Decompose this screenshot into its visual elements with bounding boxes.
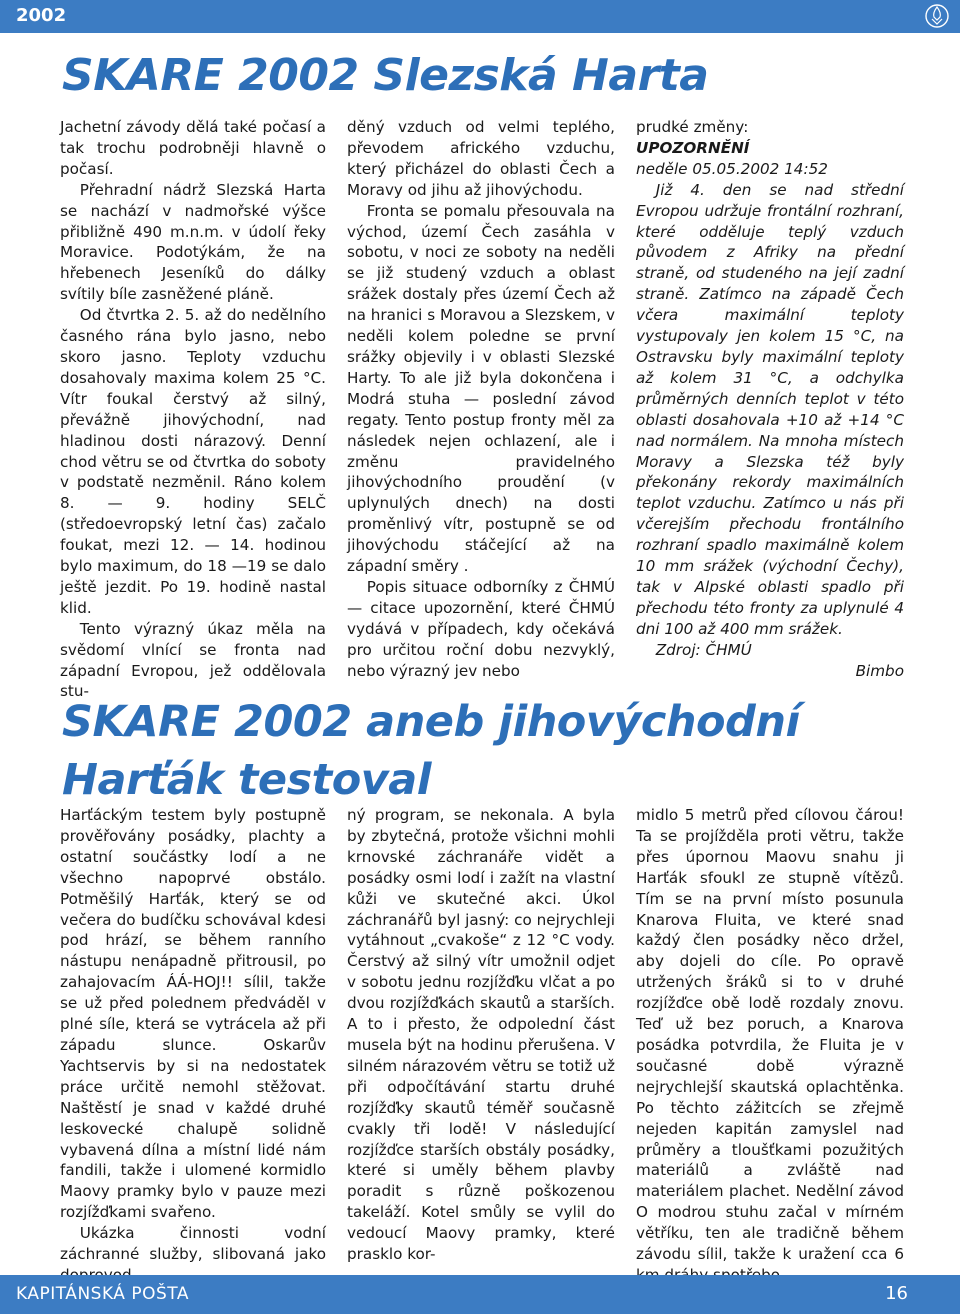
article-title-2: SKARE 2002 aneb jihovýchodní Harťák testoval: [62, 697, 800, 805]
paragraph: Ukázka činnosti vodní záchranné služby, slibovaná jako: [60, 1224, 326, 1264]
paragraph: Popis situace odborníky z ČHMÚ — citace upozornění, které ČHMÚ vydává v případech, kdy očekává pro určitou roční dobu nezvyklý, nebo výrazný jev nebo: [347, 577, 615, 680]
warning-label: UPOZORNĚNÍ: [636, 138, 750, 157]
paragraph: midlo 5 metrů před cílovou čárou! Ta se projížděla proti větru, takže přes úpornou Maovu snahu ji Harťák sfoukl ze stupně vítězů. Tím se na první místo posunula Knarova Fluita, ve které snad každý člen posádky něco držel, aby dojeli do cíle. Po opravě utržených šráků si to v druhé rozjížďce obě lodě rozdaly znovu. Teď už bez poruch, a Knarova posádka potvrdila, že Fluita je v současné době výrazně nejrychlejší skautská oplachtěnka. Po těchto zážitcích se zřejmě nejeden kapitán zamyslel nad průměry a tloušťkami pozužitých materiálů a zvláště nad materiálem plachet. Nedělní závod O modrou stuhu začal v mírném větříku, ten ale tradičně během závodu sílil, takže k uražení cca 6: [636, 806, 904, 1264]
paragraph: Harťáckým testem byly postupně prověřovány posádky, plachty a ostatní součástky lodí a ne všechno napoprvé obstálo. Potměšilý Harťák, který se od večera do budíčku schovával kdesi pod hrází, se během ranního nástupu nenápadně přitrousil, po zahajovacím ÁÁ-HOJ!! sílil, takže se už před polednem předváděl v plné síle, která se vytrácela až při západu slunce. Oskarův Yachtservis by si na nedostatek práce určitě nemohl stěžovat. Naštěstí je snad v každé druhé leskovecké chalupě solidně vybavená dílna a místní lidé nám fandili, takže i ulomené kormidlo Maovy pramky bylo v pauze mezi rozjížďkami svařeno.: [60, 806, 326, 1222]
issue-year: 2002: [16, 5, 67, 26]
paragraph: Jachetní závody dělá také počasí a tak trochu podrobněji hlavně o počasí.: [60, 118, 326, 178]
author-signature: Bimbo: [855, 661, 904, 680]
page-number: 16: [885, 1283, 908, 1304]
article1-column-3: [636, 117, 904, 681]
footer-banner: [0, 1275, 960, 1314]
article1-column-2: [347, 117, 615, 681]
article2-column-2: [347, 805, 615, 1265]
paragraph: Od čtvrtka 2. 5. až do nedělního časného rána bylo jasno, nebo skoro jasno. Teploty vzduchu dosahovaly maxima kolem 25 °C. Vítr foukal čerstvý až silný, převážně jihovýchodní, nad hladinou dosti nárazový. Denní chod větru se od čtvrtka do soboty v podstatě nezměnil. Ráno kolem 8. — 9. hodiny SELČ (středoevropský letní čas) začalo foukat, mezi 12. — 14. hodinou bylo maximum, do 18 —19 se dalo ještě jezdit. Po 19. hodině nastal klid.: [60, 306, 326, 617]
scout-emblem-icon: [924, 3, 950, 29]
source-credit: Zdroj: ČHMÚ: [655, 640, 752, 659]
paragraph: Fronta se pomalu přesouvala na východ, území Čech zasáhla v sobotu, v noci ze soboty na neděli se již studený vzduch a oblast srážek dostaly přes území Čech až na hranici s Moravou a Slezskem, v neděli kolem poledne se první srážky objevily i v oblasti Slezské Harty. To ale již byla dokončena i Modrá stuha — poslední závod regaty. Tento postup fronty měl za následek nejen ochlazení, ale i změnu pravidelného jihovýchodního proudění (v uplynulých dnech) na dosti proměnlivý vítr, postupně se od jihovýchodu stáčející až na západní směry .: [347, 201, 615, 576]
article2-column-3: [636, 805, 904, 1286]
paragraph: Tento výrazný úkaz měla na svědomí vlnící se fronta nad západní Evropou, jež oddělovala stu-: [60, 619, 326, 701]
warning-timestamp: neděle 05.05.2002 14:52: [636, 159, 828, 178]
paragraph: děný vzduch od velmi teplého, převodem afrického vzduchu, který přicházel do oblasti Čech a Moravy od jihu až jihovýchodu.: [347, 118, 615, 199]
article1-column-1: [60, 117, 326, 702]
paragraph: Přehradní nádrž Slezská Harta se nachází v nadmořské výšce přibližně 490 m.n.m. v údolí řeky Moravice. Podotýkám, že na hřebenech Jeseníků do dálky svítily bíle zasněžené pláně.: [60, 180, 326, 304]
paragraph: prudké změny:: [636, 118, 749, 136]
article-title-1: SKARE 2002 Slezská Harta: [62, 50, 709, 101]
magazine-name: KAPITÁNSKÁ POŠTA: [16, 1284, 189, 1304]
warning-text: Již 4. den se nad střední Evropou udržuje frontální rozhraní, které odděluje teplý vzduch původem z Afriky na přední straně, od studeného na její zadní straně. Zatímco na západě Čech včera maximální teploty vystupovaly jen kolem 15 °C, na Ostravsku byly maximální teploty až kolem 31 °C, a odchylka průměrných denních teplot v této oblasti dosahovala +10 až +14 °C nad normálem. Na mnoha místech Moravy a Slezska též byly překonány rekordy maximálních teplot vzduchu. Zatímco u nás při včerejším přechodu frontálního rozhraní spadlo maximálně kolem 10 mm srážek (východní Čechy), tak v Alpské oblasti spadlo při přechodu této fronty za uplynulé 4 dni 100 až 400 mm srážek.: [636, 180, 904, 638]
paragraph: ný program, se nekonala. A byla by zbytečná, protože všichni mohli krnovské záchranáře vidět a posádky osmi lodí i zažít na vlastní kůži ve skutečné akci. Úkol záchranářů byl jasný: co nejrychleji vytáhnout „cvakoše“ z 12 °C vody. Čerstvý až silný vítr umožnil odjet v sobotu jednu rozjížďku vlčat a po dvou rozjížďkách skautů a starších. A to i přesto, že odpolední část musela být na hodinu přerušena. V silném nárazovém větru se totiž už při odpočítávání startu druhé rozjížďky skautů téměř současně cvakly tři lodě! V následující rozjížďce starších obstály posádky, které si uměly během plavby poradit s různě poškozenou takeláží. Kotel smůly se vylil do vedoucí Maovy pramky, které prasklo kor-: [347, 806, 615, 1264]
top-banner: [0, 0, 960, 33]
article2-column-1: [60, 805, 326, 1286]
